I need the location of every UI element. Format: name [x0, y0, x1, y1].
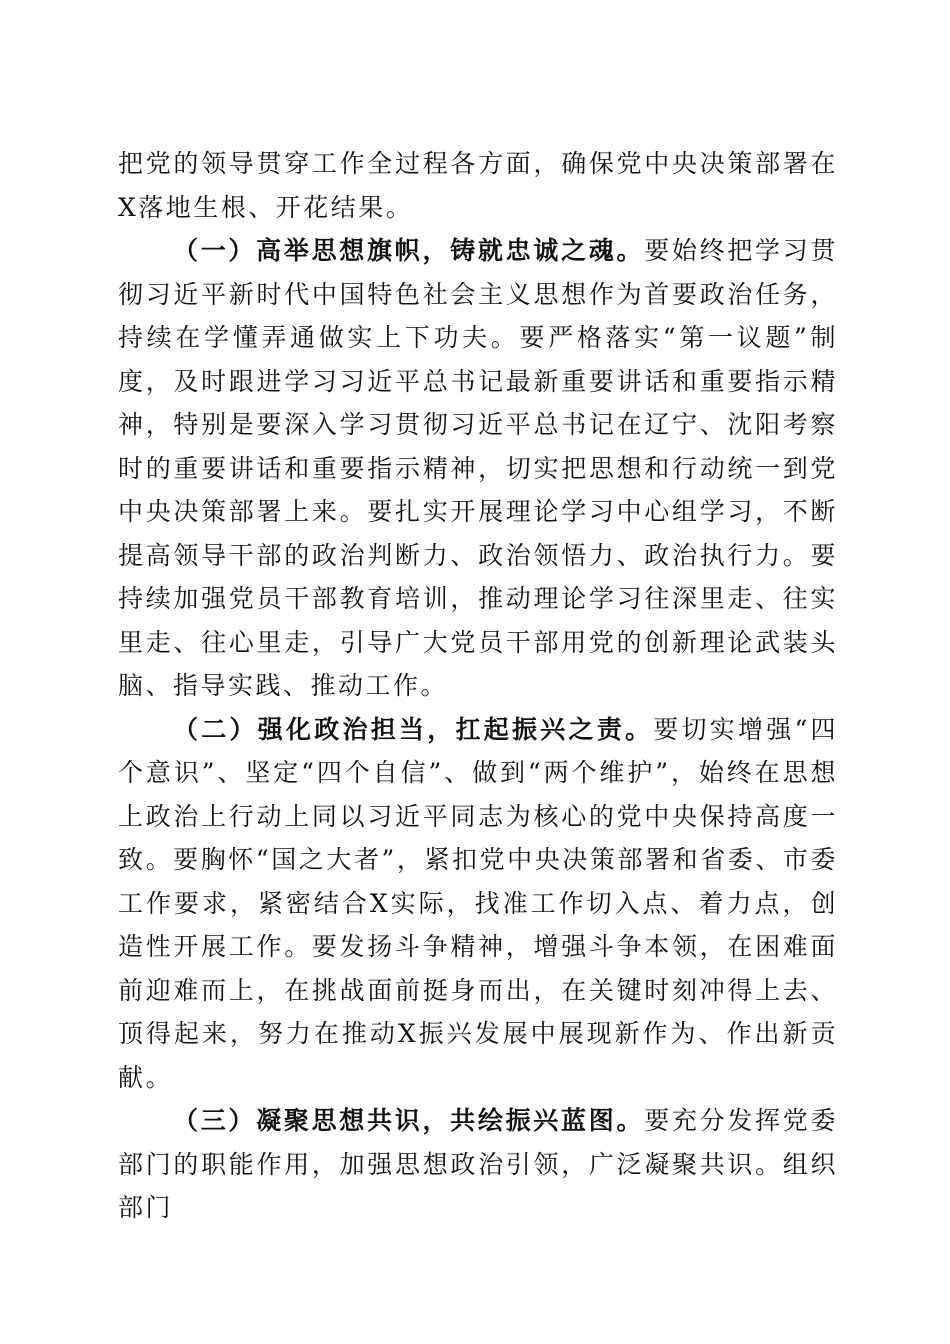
section-one-heading: （一）高举思想旗帜，铸就忠诚之魂。: [173, 236, 645, 265]
section-one-text: 要始终把学习贯彻习近平新时代中国特色社会主义思想作为首要政治任务，持续在学懂弄通做实上下功夫。要严格落实“第一议题”制度，及时跟进学习习近平总书记最新重要讲话和重要指示精神，特别是要深入学习贯彻习近平总书记在辽宁、沈阳考察时的重要讲话和重要指示精神，切实把思想和行动统一到党中央决策部署上来。要扎实开展理论学习中心组学习，不断提高领导干部的政治判断力、政治领悟力、政治执行力。要持续加强党员干部教育培训，推动理论学习往深里走、往实里走、往心里走，引导广大党员干部用党的创新理论武装头脑、指导实践、推动工作。: [118, 236, 838, 700]
section-two-heading: （二）强化政治担当，扛起振兴之责。: [173, 714, 654, 744]
document-body: [118, 142, 838, 1230]
section-two-paragraph: [118, 708, 838, 1100]
section-three-text: 要充分发挥党委部门的职能作用，加强思想政治引领，广泛凝聚共识。组织部门: [118, 1106, 838, 1222]
section-three-heading: （三）凝聚思想共识，共绘振兴蓝图。: [173, 1106, 645, 1135]
section-one-paragraph: [118, 229, 838, 708]
section-three-paragraph: [118, 1099, 838, 1230]
section-two-text: 要切实增强“四个意识”、坚定“四个自信”、做到“两个维护”，始终在思想上政治上行动上同以习近平同志为核心的党中央保持高度一致。要胸怀“国之大者”，紧扣党中央决策部署和省委、市委工作要求，紧密结合X实际，找准工作切入点、着力点，创造性开展工作。要发扬斗争精神，增强斗争本领，在困难面前迎难而上，在挑战面前挺身而出，在关键时刻冲得上去、顶得起来，努力在推动X振兴发展中展现新作为、作出新贡献。: [118, 714, 838, 1092]
paragraph-continuation: [118, 142, 838, 229]
paragraph-text: 把党的领导贯穿工作全过程各方面，确保党中央决策部署在X落地生根、开花结果。: [118, 149, 838, 222]
